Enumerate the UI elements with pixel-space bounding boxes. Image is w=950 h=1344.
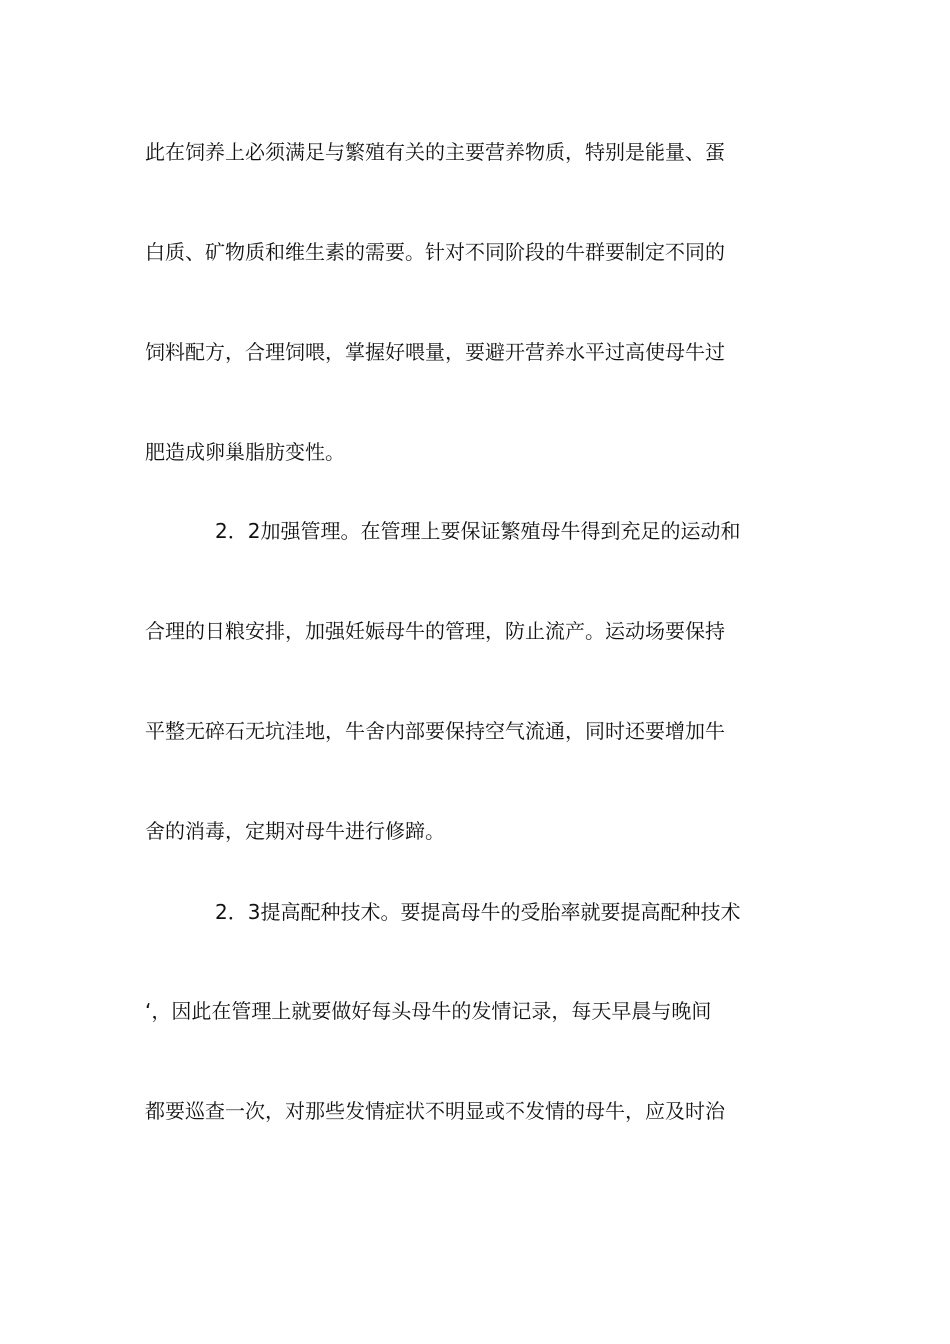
section-heading-line: 2．3提高配种技术。要提高母牛的受胎率就要提高配种技术 (215, 900, 741, 924)
section-heading-line: 2．2加强管理。在管理上要保证繁殖母牛得到充足的运动和 (215, 519, 741, 543)
text-line: 肥造成卵巢脂肪变性。 (145, 440, 345, 464)
text-line: 此在饲养上必须满足与繁殖有关的主要营养物质，特别是能量、蛋 (145, 140, 725, 164)
text-line: 都要巡查一次，对那些发情症状不明显或不发情的母牛，应及时治 (145, 1099, 725, 1123)
text-line: 平整无碎石无坑洼地，牛舍内部要保持空气流通，同时还要增加牛 (145, 719, 725, 743)
text-line: 饲料配方，合理饲喂，掌握好喂量，要避开营养水平过高使母牛过 (145, 340, 725, 364)
text-line: 合理的日粮安排，加强妊娠母牛的管理，防止流产。运动场要保持 (145, 619, 725, 643)
text-line: 白质、矿物质和维生素的需要。针对不同阶段的牛群要制定不同的 (145, 240, 725, 264)
text-line: ‘，因此在管理上就要做好每头母牛的发情记录，每天早晨与晚间 (145, 999, 712, 1023)
text-line: 舍的消毒，定期对母牛进行修蹄。 (145, 819, 445, 843)
